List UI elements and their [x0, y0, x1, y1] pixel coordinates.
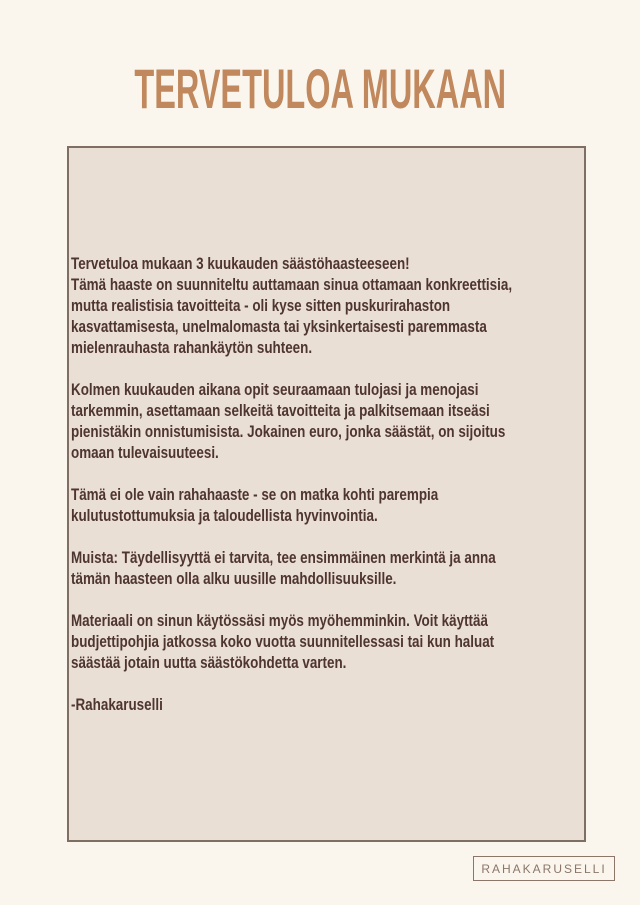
text-line: mutta realistisia tavoitteita - oli kyse sitten puskurirahaston — [71, 296, 451, 315]
paragraph — [71, 253, 592, 358]
text-line: tämän haasteen olla alku uusille mahdollisuuksille. — [71, 569, 397, 588]
paragraph-list — [71, 253, 592, 673]
paragraph — [71, 547, 592, 589]
text-line: Tämä haaste on suunniteltu auttamaan sinua ottamaan konkreettisia, — [71, 275, 513, 294]
body-text — [71, 253, 592, 715]
text-line: Materiaali on sinun käytössäsi myös myöhemminkin. Voit käyttää — [71, 611, 488, 630]
page-title: TERVETULOA MUKAAN — [134, 57, 507, 120]
text-line: kasvattamisesta, unelmalomasta tai yksinkertaisesti paremmasta — [71, 317, 487, 336]
text-line: kulutustottumuksia ja taloudellista hyvinvointia. — [71, 506, 378, 525]
brand-badge — [473, 856, 615, 881]
paragraph — [71, 379, 592, 463]
paragraph — [71, 610, 592, 673]
content-box — [67, 146, 586, 842]
text-line: Muista: Täydellisyyttä ei tarvita, tee ensimmäinen merkintä ja anna — [71, 548, 496, 567]
text-line: Tämä ei ole vain rahahaaste - se on matka kohti parempia — [71, 485, 439, 504]
text-line: säästää jotain uutta säästökohdetta varten. — [71, 653, 347, 672]
text-line: Tervetuloa mukaan 3 kuukauden säästöhaasteeseen! — [71, 254, 410, 273]
signature: -Rahakaruselli — [71, 695, 163, 714]
text-line: omaan tulevaisuuteesi. — [71, 443, 219, 462]
text-line: pienistäkin onnistumisista. Jokainen euro, jonka säästät, on sijoitus — [71, 422, 506, 441]
text-line: budjettipohjia jatkossa koko vuotta suunnitellessasi tai kun haluat — [71, 632, 495, 651]
text-line: tarkemmin, asettamaan selkeitä tavoitteita ja palkitsemaan itseäsi — [71, 401, 490, 420]
text-line: Kolmen kuukauden aikana opit seuraamaan tulojasi ja menojasi — [71, 380, 479, 399]
paragraph — [71, 484, 592, 526]
brand-badge-label: RAHAKARUSELLI — [481, 861, 607, 876]
text-line: mielenrauhasta rahankäytön suhteen. — [71, 338, 313, 357]
